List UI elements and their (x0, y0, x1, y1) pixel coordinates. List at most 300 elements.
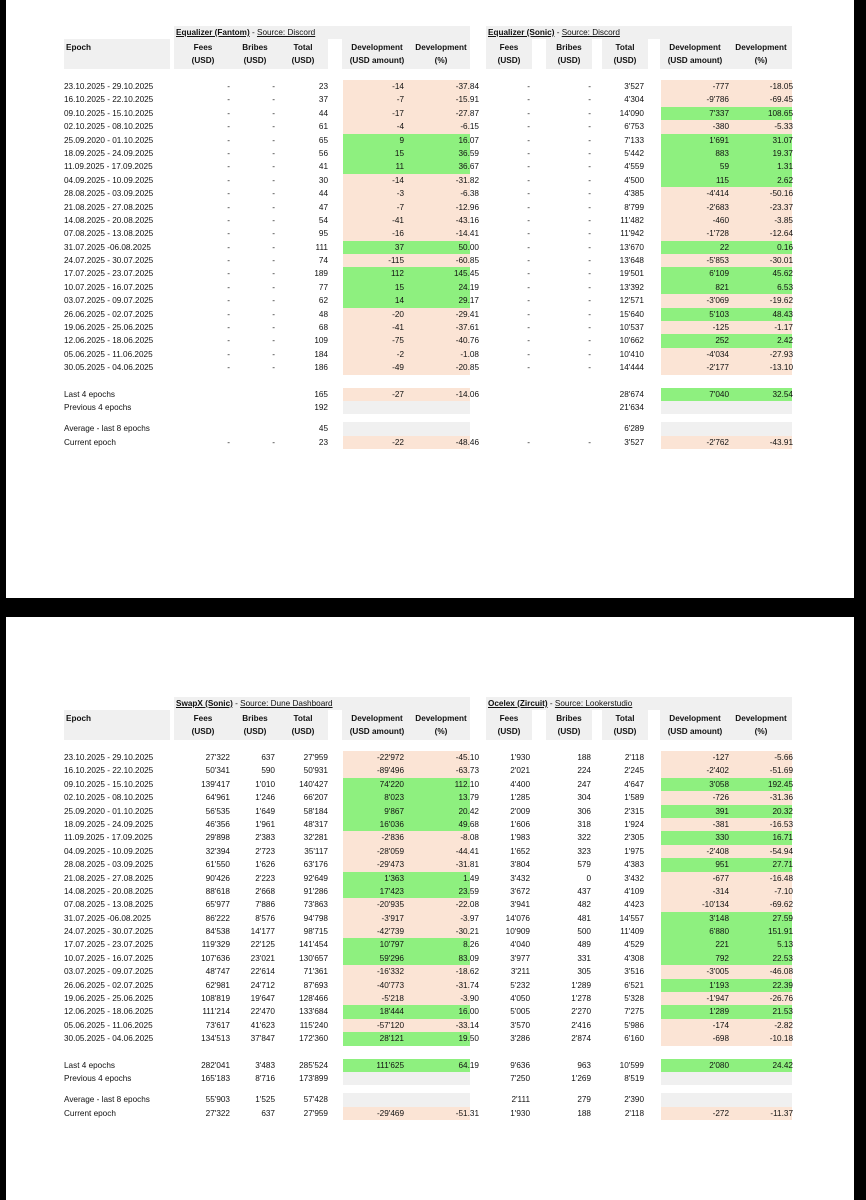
value-cell: 68 (318, 323, 328, 333)
column-header (660, 710, 730, 740)
value-cell: 2'080 (709, 1060, 729, 1070)
column-header (602, 39, 648, 69)
value-cell: 13'670 (619, 242, 644, 252)
value-cell: 45.62 (772, 269, 793, 279)
epoch-cell: 14.08.2025 - 20.08.2025 (64, 886, 154, 896)
value-cell: 14 (394, 296, 404, 306)
page-edge-stripe (6, 609, 854, 617)
value-cell: - (272, 256, 275, 266)
value-cell: -115 (388, 256, 404, 266)
value-cell: - (272, 282, 275, 292)
value-cell (488, 422, 530, 435)
value-cell: 3'432 (510, 873, 530, 883)
value-cell: 2'874 (571, 1034, 591, 1044)
value-cell: 184 (314, 349, 328, 359)
value-cell: 108'819 (201, 994, 230, 1004)
value-cell: - (272, 215, 275, 225)
header-line-1: Development (669, 714, 721, 723)
value-cell: -13.10 (769, 363, 793, 373)
value-cell: 31.07 (772, 135, 793, 145)
value-cell: 2'009 (510, 806, 530, 816)
value-cell: 305 (577, 967, 591, 977)
value-cell: 1'246 (255, 793, 275, 803)
header-line-2: (USD amount) (667, 56, 723, 65)
value-cell: 2'723 (255, 846, 275, 856)
header-line-1: Bribes (556, 43, 582, 52)
value-cell: - (527, 215, 530, 225)
value-cell: 2'270 (571, 1007, 591, 1017)
epoch-cell: 07.08.2025 - 13.08.2025 (64, 229, 154, 239)
value-cell: 23.59 (458, 886, 479, 896)
value-cell: - (527, 323, 530, 333)
value-cell: 10'662 (619, 336, 644, 346)
value-cell: 10'909 (505, 927, 530, 937)
value-cell: 279 (577, 1095, 591, 1105)
epoch-cell: 31.07.2025 -06.08.2025 (64, 242, 151, 252)
value-cell: -18.62 (455, 967, 479, 977)
value-cell: -51.31 (455, 1108, 479, 1118)
value-cell: 17'423 (379, 886, 404, 896)
value-cell: -42'739 (376, 927, 404, 937)
value-cell: 1'652 (510, 846, 530, 856)
value-cell: -29'469 (376, 1108, 404, 1118)
value-cell: 2'245 (624, 766, 644, 776)
value-cell: -19.62 (769, 296, 793, 306)
value-cell: 112.10 (454, 779, 479, 789)
value-cell: 1'278 (571, 994, 591, 1004)
epoch-cell: Last 4 epochs (64, 1060, 115, 1070)
value-cell: 1'010 (255, 779, 275, 789)
value-cell: - (588, 242, 591, 252)
value-cell: 172'360 (299, 1034, 328, 1044)
value-cell: 64'961 (205, 793, 230, 803)
value-cell: -28'059 (376, 846, 404, 856)
value-cell: 47 (318, 202, 328, 212)
value-cell: 7'250 (510, 1073, 530, 1083)
value-cell: 4'400 (510, 779, 530, 789)
value-cell: - (227, 202, 230, 212)
value-cell: 963 (577, 1060, 591, 1070)
value-cell: - (272, 242, 275, 252)
value-cell: 3'211 (510, 967, 530, 977)
value-cell: 5'442 (624, 148, 644, 158)
value-cell: -29.41 (455, 309, 479, 319)
value-cell: 5'986 (624, 1020, 644, 1030)
header-line-1: Development (735, 714, 787, 723)
value-cell: 481 (577, 913, 591, 923)
value-cell: 15 (394, 282, 404, 292)
value-cell: 7'275 (624, 1007, 644, 1017)
value-cell: - (527, 269, 530, 279)
value-cell: 59 (719, 162, 729, 172)
value-cell: 44 (318, 189, 328, 199)
value-cell: - (588, 215, 591, 225)
value-cell: -3.97 (460, 913, 479, 923)
value-cell: 56'535 (205, 806, 230, 816)
value-cell: -22'972 (376, 753, 404, 762)
value-cell: 48'747 (205, 967, 230, 977)
value-cell: 247 (577, 779, 591, 789)
value-cell: -12.96 (455, 202, 479, 212)
value-cell: -37.61 (455, 323, 479, 333)
epoch-cell: 16.10.2025 - 22.10.2025 (64, 766, 154, 776)
value-cell: - (272, 175, 275, 185)
value-cell: 883 (715, 148, 729, 158)
value-cell: 140'427 (299, 779, 328, 789)
header-line-2: (USD amount) (349, 727, 405, 736)
epoch-cell: Previous 4 epochs (64, 1073, 132, 1083)
exchange-name: SwapX (Sonic) (176, 699, 233, 708)
header-line-2: (USD) (291, 727, 315, 736)
epoch-cell: 17.07.2025 - 23.07.2025 (64, 940, 154, 950)
header-line-2: (USD) (613, 56, 637, 65)
value-cell: 22.39 (772, 980, 793, 990)
value-cell: 4'308 (624, 953, 644, 963)
value-cell: 8'716 (255, 1073, 275, 1083)
value-cell: 141'454 (299, 940, 328, 950)
value-cell: - (588, 349, 591, 359)
value-cell: - (227, 108, 230, 118)
value-cell: -5.66 (774, 753, 793, 762)
value-cell: 37 (394, 242, 404, 252)
value-cell: 27.59 (772, 913, 793, 923)
value-cell: 3'570 (510, 1020, 530, 1030)
value-cell: 139'417 (201, 779, 230, 789)
value-cell: - (527, 256, 530, 266)
value-cell: -48.46 (455, 437, 479, 447)
epoch-cell: 18.09.2025 - 24.09.2025 (64, 819, 154, 829)
value-cell: 22'125 (250, 940, 275, 950)
value-cell: - (227, 336, 230, 346)
value-cell: 119'329 (201, 940, 230, 950)
value-cell: 306 (577, 806, 591, 816)
value-cell: - (527, 95, 530, 105)
value-cell: -16.48 (769, 873, 793, 883)
value-cell: 165 (314, 389, 328, 399)
value-cell: 173'899 (299, 1073, 328, 1083)
value-cell: 437 (577, 886, 591, 896)
value-cell: - (588, 82, 591, 91)
value-cell: 10'410 (619, 349, 644, 359)
value-cell: 19'647 (250, 994, 275, 1004)
header-line-2: (USD) (613, 727, 637, 736)
value-cell: 41'623 (250, 1020, 275, 1030)
exchange-name: Equalizer (Fantom) (176, 28, 250, 37)
value-cell: 58'184 (303, 806, 328, 816)
header-line-1: Development (415, 43, 467, 52)
value-cell: 29'898 (205, 833, 230, 843)
value-cell: 4'109 (624, 886, 644, 896)
value-cell: 98'715 (303, 927, 328, 937)
header-line-2: (USD amount) (349, 56, 405, 65)
value-cell: -14 (392, 175, 404, 185)
value-cell (546, 422, 591, 435)
value-cell: 7'337 (709, 108, 729, 118)
header-line-2: (USD) (191, 727, 215, 736)
epoch-cell: 10.07.2025 - 16.07.2025 (64, 953, 154, 963)
value-cell: -17 (392, 108, 404, 118)
epoch-cell: 24.07.2025 - 30.07.2025 (64, 927, 154, 937)
value-cell: -460 (712, 215, 729, 225)
column-header (412, 710, 470, 740)
value-cell: -20 (392, 309, 404, 319)
column-header (278, 39, 328, 69)
epoch-cell: 28.08.2025 - 03.09.2025 (64, 189, 154, 199)
value-cell: 14'444 (619, 363, 644, 373)
value-cell: 27'959 (303, 753, 328, 762)
value-cell: -14.06 (455, 389, 479, 399)
value-cell: - (227, 309, 230, 319)
value-cell: -22 (392, 437, 404, 447)
value-cell: 6'521 (624, 980, 644, 990)
value-cell: 192 (314, 402, 328, 412)
value-cell: 3'977 (510, 953, 530, 963)
value-cell: - (272, 336, 275, 346)
value-cell: 9 (399, 135, 404, 145)
column-header (602, 710, 648, 740)
epoch-cell: 30.05.2025 - 04.06.2025 (64, 1034, 154, 1044)
value-cell: -2'683 (706, 202, 729, 212)
value-cell: -16'332 (376, 967, 404, 977)
value-cell: 9'636 (510, 1060, 530, 1070)
value-cell: 27'322 (205, 753, 230, 762)
value-cell: 20.42 (458, 806, 479, 816)
value-cell: - (272, 437, 275, 447)
value-cell: - (527, 122, 530, 132)
value-cell: -15.91 (455, 95, 479, 105)
value-cell: -7 (396, 202, 404, 212)
value-cell: -31.36 (769, 793, 793, 803)
value-cell: 22'614 (250, 967, 275, 977)
value-cell: 24.42 (772, 1060, 793, 1070)
header-line-1: Development (735, 43, 787, 52)
header-line-1: Fees (193, 43, 213, 52)
value-cell: 331 (577, 953, 591, 963)
value-cell: 2'383 (255, 833, 275, 843)
value-cell: 109 (314, 336, 328, 346)
value-cell: 14'090 (619, 108, 644, 118)
value-cell: -40.76 (455, 336, 479, 346)
value-cell (407, 1072, 479, 1085)
value-cell: 41 (318, 162, 328, 172)
source-label: Source: Discord (256, 28, 316, 37)
value-cell (732, 401, 793, 414)
column-header (342, 710, 412, 740)
value-cell: 24'712 (250, 980, 275, 990)
value-cell: - (527, 82, 530, 91)
value-cell: 32.54 (772, 389, 793, 399)
value-cell: -20.85 (455, 363, 479, 373)
value-cell: -272 (712, 1108, 729, 1118)
value-cell: -4 (396, 122, 404, 132)
value-cell: 62'981 (205, 980, 230, 990)
value-cell: 21'634 (619, 402, 644, 412)
value-cell: 48.43 (772, 309, 793, 319)
header-line-2: (USD) (557, 727, 581, 736)
value-cell: 1'930 (510, 1108, 530, 1118)
value-cell (407, 422, 479, 435)
value-cell: 28'674 (619, 389, 644, 399)
value-cell: 50'931 (303, 766, 328, 776)
value-cell: - (527, 363, 530, 373)
value-cell: - (227, 95, 230, 105)
value-cell: 28'121 (379, 1034, 404, 1044)
value-cell: 2'315 (624, 806, 644, 816)
value-cell: 56 (318, 148, 328, 158)
value-cell (732, 1093, 793, 1106)
epoch-cell: 25.09.2020 - 01.10.2025 (64, 806, 154, 816)
value-cell: -89'496 (376, 766, 404, 776)
value-cell: - (227, 296, 230, 306)
value-cell: - (527, 162, 530, 172)
value-cell: 145.45 (453, 269, 479, 279)
value-cell: - (272, 148, 275, 158)
value-cell: 7'133 (624, 135, 644, 145)
value-cell: -10.18 (769, 1034, 793, 1044)
header-line-1: Development (351, 43, 403, 52)
value-cell: 8'023 (384, 793, 404, 803)
value-cell: 4'423 (624, 900, 644, 910)
value-cell: 23 (318, 437, 328, 447)
value-cell: 10'599 (619, 1060, 644, 1070)
epoch-cell: 24.07.2025 - 30.07.2025 (64, 256, 154, 266)
value-cell: -57'120 (376, 1020, 404, 1030)
value-cell: -314 (712, 886, 729, 896)
value-cell: -43.91 (769, 437, 793, 447)
header-line-2: (USD) (291, 56, 315, 65)
value-cell: 9'867 (384, 806, 404, 816)
value-cell: 95 (318, 229, 328, 239)
value-cell: -26.76 (769, 994, 793, 1004)
value-cell: - (588, 296, 591, 306)
value-cell: - (588, 162, 591, 172)
value-cell: -41 (392, 215, 404, 225)
value-cell: -3 (396, 189, 404, 199)
value-cell: -7 (396, 95, 404, 105)
value-cell: 2.62 (777, 175, 793, 185)
value-cell: 1'626 (255, 860, 275, 870)
value-cell (662, 422, 729, 435)
value-cell (172, 388, 230, 401)
value-cell: 6'160 (624, 1034, 644, 1044)
value-cell: - (588, 269, 591, 279)
value-cell: 11'482 (620, 215, 644, 225)
value-cell (662, 1093, 729, 1106)
value-cell: 16.00 (458, 1007, 479, 1017)
value-cell: 44 (318, 108, 328, 118)
value-cell: -380 (712, 122, 729, 132)
column-header (412, 39, 470, 69)
column-header (546, 710, 592, 740)
value-cell: 0.16 (777, 242, 793, 252)
value-cell: - (272, 82, 275, 91)
value-cell: 115'240 (299, 1020, 328, 1030)
value-cell: -14 (392, 82, 404, 91)
value-cell: - (272, 95, 275, 105)
value-cell: 5'005 (510, 1007, 530, 1017)
value-cell: -381 (712, 819, 729, 829)
value-cell: -127 (712, 753, 729, 762)
value-cell: -2'762 (706, 437, 729, 447)
value-cell: 1'649 (255, 806, 275, 816)
value-cell: -8.08 (460, 833, 479, 843)
value-cell: 1'930 (510, 753, 530, 762)
value-cell: 73'617 (205, 1020, 230, 1030)
value-cell: - (227, 282, 230, 292)
source-separator: - (232, 699, 241, 708)
exchange-name: Equalizer (Sonic) (488, 28, 555, 37)
value-cell: 1'983 (510, 833, 530, 843)
value-cell: 951 (715, 860, 729, 870)
epoch-cell: 19.06.2025 - 25.06.2025 (64, 994, 154, 1004)
value-cell: 19.37 (772, 148, 793, 158)
value-cell: 2'668 (255, 886, 275, 896)
value-cell: -3'005 (706, 967, 729, 977)
value-cell (407, 1093, 479, 1106)
epoch-cell: 21.08.2025 - 27.08.2025 (64, 873, 154, 883)
value-cell: 792 (715, 953, 729, 963)
value-cell: - (527, 148, 530, 158)
value-cell: -9'786 (706, 95, 729, 105)
value-cell: -31.74 (455, 980, 479, 990)
value-cell: - (272, 122, 275, 132)
value-cell: 1'525 (255, 1095, 275, 1105)
header-line-2: (USD) (557, 56, 581, 65)
value-cell: 151.91 (767, 927, 793, 937)
value-cell: 5'103 (709, 309, 729, 319)
value-cell: -43.16 (455, 215, 479, 225)
value-cell: -12.64 (769, 229, 793, 239)
value-cell: 37 (318, 95, 328, 105)
value-cell: 84'538 (205, 927, 230, 937)
value-cell (546, 388, 591, 401)
value-cell: 1.31 (777, 162, 793, 172)
value-cell: 4'050 (510, 994, 530, 1004)
value-cell: 10'797 (379, 940, 404, 950)
value-cell: 2'111 (511, 1095, 530, 1105)
value-cell (233, 422, 275, 435)
source-label: Source: Lookerstudio (554, 699, 633, 708)
value-cell: 32'281 (303, 833, 328, 843)
epoch-cell: 25.09.2020 - 01.10.2025 (64, 135, 154, 145)
value-cell: 2'118 (624, 753, 644, 762)
value-cell: 2'390 (624, 1095, 644, 1105)
value-cell: 48 (318, 309, 328, 319)
value-cell: -30.01 (769, 256, 793, 266)
value-cell: 27.71 (772, 860, 793, 870)
value-cell: 821 (715, 282, 729, 292)
value-cell: - (588, 229, 591, 239)
value-cell: 252 (715, 336, 729, 346)
source-separator: - (554, 28, 562, 37)
value-cell: -3'069 (706, 296, 729, 306)
value-cell: 482 (577, 900, 591, 910)
value-cell: -37.84 (455, 82, 479, 91)
value-cell: 8'799 (624, 202, 644, 212)
header-line-1: Fees (499, 43, 519, 52)
header-line-1: Bribes (242, 43, 268, 52)
value-cell: 112 (390, 269, 404, 279)
value-cell: 77 (318, 282, 328, 292)
value-cell: - (227, 349, 230, 359)
value-cell: 94'798 (303, 913, 328, 923)
epoch-cell: 12.06.2025 - 18.06.2025 (64, 336, 154, 346)
value-cell: 4'385 (624, 189, 644, 199)
value-cell: 11'942 (620, 229, 644, 239)
value-cell: 14'557 (619, 913, 644, 923)
value-cell: -23.37 (769, 202, 793, 212)
value-cell: - (227, 162, 230, 172)
